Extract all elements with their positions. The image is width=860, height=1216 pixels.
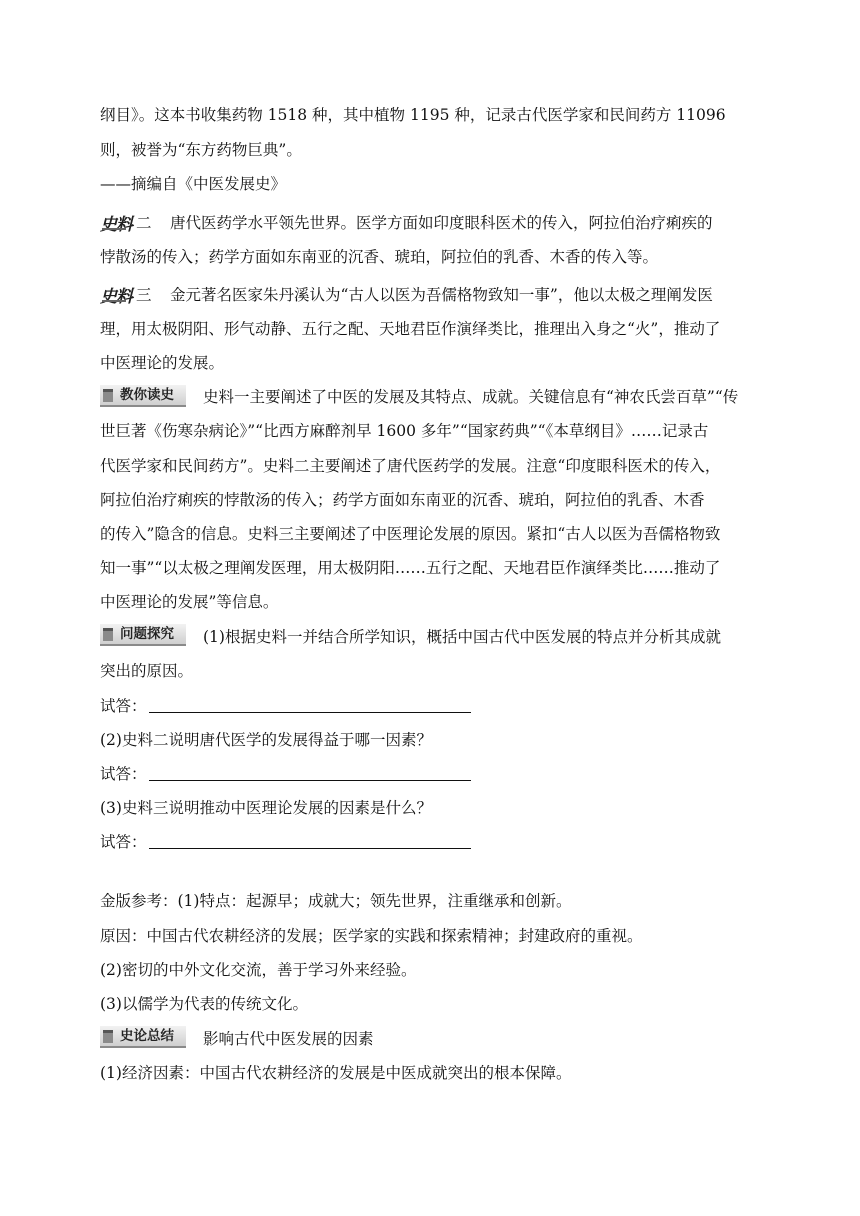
source-2-line-1: 唐代医药学水平领先世界。医学方面如印度眼科医术的传入，阿拉伯治疗痢疾的: [170, 214, 713, 232]
source-3-line-3: 中医理论的发展。: [100, 354, 225, 372]
answer-label: 试答：: [100, 833, 147, 851]
intro-line-2: 则，被誉为“东方药物巨典”。: [100, 141, 302, 159]
questions-badge: 问题探究: [100, 624, 186, 646]
answer-3-blank[interactable]: [149, 834, 471, 849]
reading-line-4: 阿拉伯治疗痢疾的悖散汤的传入；药学方面如东南亚的沉香、琥珀，阿拉伯的乳香、木香: [100, 491, 705, 509]
answer-3: [100, 832, 471, 852]
source-2-line-2: 悖散汤的传入；药学方面如东南亚的沉香、琥珀，阿拉伯的乳香、木香的传入等。: [100, 248, 659, 266]
reading-line-5: 的传入”隐含的信息。史料三主要阐述了中医理论发展的原因。紧扣“古人以医为吾儒格物致: [100, 525, 721, 543]
question-2: (2)史料二说明唐代医学的发展得益于哪一因素？: [100, 731, 432, 749]
answer-2-blank[interactable]: [149, 766, 471, 781]
answer-label: 试答：: [100, 765, 147, 783]
reading-line-1: 史料一主要阐述了中医的发展及其特点、成就。关键信息有“神农氏尝百草”“传: [203, 388, 739, 406]
reading-line-7: 中医理论的发展”等信息。: [100, 593, 279, 611]
intro-line-1: 纲目》。这本书收集药物 1518 种，其中植物 1195 种，记录古代医学家和民间药方 11096: [100, 106, 726, 124]
summary-title: 影响古代中医发展的因素: [203, 1030, 374, 1048]
answer-1-blank[interactable]: [149, 698, 471, 713]
answer-2: [100, 764, 471, 784]
source-3-label: 史料: [100, 282, 132, 304]
source-3-line-1: 金元著名医家朱丹溪认为“古人以医为吾儒格物致知一事”，他以太极之理阐发医: [170, 286, 713, 304]
reference-line-3: (2)密切的中外文化交流，善于学习外来经验。: [100, 961, 417, 979]
reference-line-1: 金版参考：(1)特点：起源早；成就大；领先世界，注重继承和创新。: [100, 892, 572, 910]
reference-line-4: (3)以儒学为代表的传统文化。: [100, 995, 308, 1013]
reference-line-2: 原因：中国古代农耕经济的发展；医学家的实践和探索精神；封建政府的重视。: [100, 927, 643, 945]
source-3-line-2: 理，用太极阴阳、形气动静、五行之配、天地君臣作演绎类比，推理出入身之“火”，推动了: [100, 320, 721, 338]
reading-badge: 教你读史: [100, 385, 186, 407]
question-3: (3)史料三说明推动中医理论发展的因素是什么？: [100, 799, 432, 817]
answer-label: 试答：: [100, 697, 147, 715]
reading-line-3: 代医学家和民间药方”。史料二主要阐述了唐代医药学的发展。注意“印度眼科医术的传入，: [100, 457, 721, 475]
badge-square-icon: [103, 1030, 113, 1043]
badge-square-icon: [103, 389, 113, 402]
source-3-number: 三: [136, 286, 152, 304]
reading-line-2: 世巨著《伤寒杂病论》”“比西方麻醉剂早 1600 多年”“国家药典”“《本草纲目》……记录古: [100, 422, 709, 440]
badge-square-icon: [103, 628, 113, 641]
source-2-label: 史料: [100, 210, 132, 232]
intro-source: ——摘编自《中医发展史》: [100, 175, 287, 193]
question-1-line-2: 突出的原因。: [100, 662, 194, 680]
source-2-number: 二: [136, 214, 152, 232]
reading-line-6: 知一事”“以太极之理阐发医理，用太极阴阳……五行之配、天地君臣作演绎类比……推动了: [100, 559, 721, 577]
summary-line-1: (1)经济因素：中国古代农耕经济的发展是中医成就突出的根本保障。: [100, 1064, 572, 1082]
question-1-line-1: (1)根据史料一并结合所学知识，概括中国古代中医发展的特点并分析其成就: [203, 628, 721, 646]
answer-1: [100, 696, 471, 716]
summary-badge: 史论总结: [100, 1026, 186, 1048]
